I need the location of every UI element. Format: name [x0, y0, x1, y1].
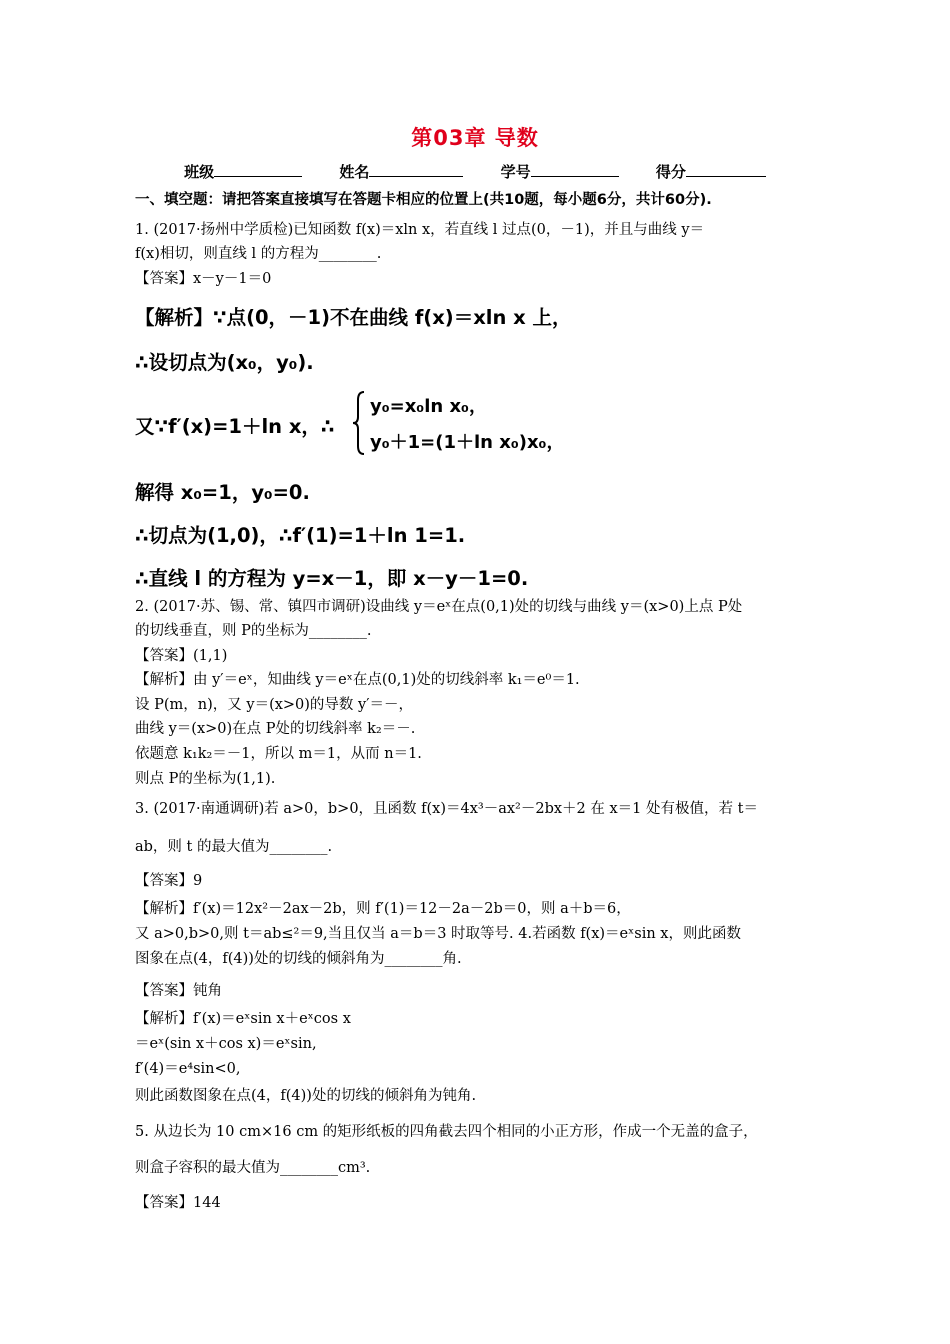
q4-solution-1: 【解析】f′(x)＝eˣsin x＋eˣcos x: [135, 1011, 351, 1027]
q1-system-eq1: y₀=x₀ln x₀，: [370, 396, 487, 417]
class-blank: [214, 162, 302, 177]
q5-line2: 则盒子容积的最大值为________cm³.: [135, 1160, 371, 1176]
q1-solution-1: 【解析】∵点(0，－1)不在曲线 f(x)＝xln x 上，: [135, 306, 572, 329]
q1-solution-4: 解得 x₀=1，y₀=0.: [135, 481, 310, 504]
page-title: 第03章 导数: [411, 126, 539, 150]
section-heading: 一、填空题：请把答案直接填写在答题卡相应的位置上(共10题，每小题6分，共计60分).: [135, 192, 712, 208]
q1-solution-2: ∴设切点为(x₀，y₀).: [135, 351, 314, 374]
q3-line1: 3. (2017·南通调研)若 a>0，b>0，且函数 f(x)＝4x³－ax²－2bx＋2 在 x＝1 处有极值，若 t＝: [135, 801, 758, 817]
student-info-line: [0, 161, 950, 182]
q2-line1: 2. (2017·苏、锡、常、镇四市调研)设曲线 y＝eˣ在点(0,1)处的切线与曲线 y＝(x>0)上点 P处: [135, 599, 743, 615]
q1-system-eq2: y₀＋1=(1＋ln x₀)x₀，: [370, 432, 565, 453]
score-label: 得分: [655, 163, 686, 181]
q2-line2: 的切线垂直，则 P的坐标为________.: [135, 623, 372, 639]
q1-solution-6: ∴直线 l 的方程为 y=x－1，即 x－y－1=0.: [135, 567, 529, 590]
q2-answer: 【答案】(1,1): [135, 648, 228, 664]
id-blank: [531, 162, 619, 177]
q3-line2: ab，则 t 的最大值为________.: [135, 839, 333, 855]
q3-solution-2: 又 a>0,b>0,则 t＝ab≤²＝9,当且仅当 a＝b＝3 时取等号. 4.若函数 f(x)＝eˣsin x，则此函数: [135, 926, 741, 942]
class-field: [184, 161, 302, 182]
q4-solution-3: f′(4)＝e⁴sin<0,: [135, 1061, 241, 1077]
id-field: [501, 161, 619, 182]
q1-line2: f(x)相切，则直线 l 的方程为________.: [135, 246, 382, 262]
score-field: [656, 161, 766, 182]
name-field: [339, 161, 463, 182]
q1-answer: 【答案】x－y－1＝0: [135, 271, 272, 287]
q2-solution-1: 【解析】由 y′＝eˣ，知曲线 y＝eˣ在点(0,1)处的切线斜率 k₁＝e⁰＝1.: [135, 672, 580, 688]
q2-solution-3: 曲线 y＝(x>0)在点 P处的切线斜率 k₂＝－.: [135, 721, 416, 737]
q1-line1: 1. (2017·扬州中学质检)已知函数 f(x)＝xln x，若直线 l 过点(0，－1)，并且与曲线 y＝: [135, 222, 705, 238]
q1-solution-5: ∴切点为(1,0)，∴f′(1)=1＋ln 1=1.: [135, 524, 466, 547]
q4-solution-4: 则此函数图象在点(4，f(4))处的切线的倾斜角为钝角.: [135, 1088, 477, 1104]
q1-solution-3: 又∵f′(x)=1＋ln x，∴: [135, 415, 335, 438]
q3-solution-3: 图象在点(4，f(4))处的切线的倾斜角为________角.: [135, 951, 462, 967]
id-label: 学号: [500, 163, 531, 181]
q3-solution-1: 【解析】f′(x)＝12x²－2ax－2b，则 f′(1)＝12－2a－2b＝0，则 a＋b＝6，: [135, 901, 631, 917]
q2-solution-5: 则点 P的坐标为(1,1).: [135, 771, 276, 787]
score-blank: [686, 162, 766, 177]
class-label: 班级: [184, 163, 215, 181]
system-brace: [352, 390, 366, 456]
q4-answer: 【答案】钝角: [135, 983, 222, 999]
q5-line1: 5. 从边长为 10 cm×16 cm 的矩形纸板的四角截去四个相同的小正方形，作成一个无盖的盒子，: [135, 1124, 758, 1140]
name-label: 姓名: [339, 163, 370, 181]
q5-answer: 【答案】144: [135, 1195, 221, 1211]
name-blank: [369, 162, 463, 177]
q2-solution-2: 设 P(m，n)，又 y＝(x>0)的导数 y′＝－，: [135, 697, 414, 713]
q4-solution-2: ＝eˣ(sin x＋cos x)＝eˣsin,: [135, 1036, 317, 1052]
q3-answer: 【答案】9: [135, 873, 203, 889]
q2-solution-4: 依题意 k₁k₂＝－1，所以 m＝1，从而 n＝1.: [135, 746, 422, 762]
